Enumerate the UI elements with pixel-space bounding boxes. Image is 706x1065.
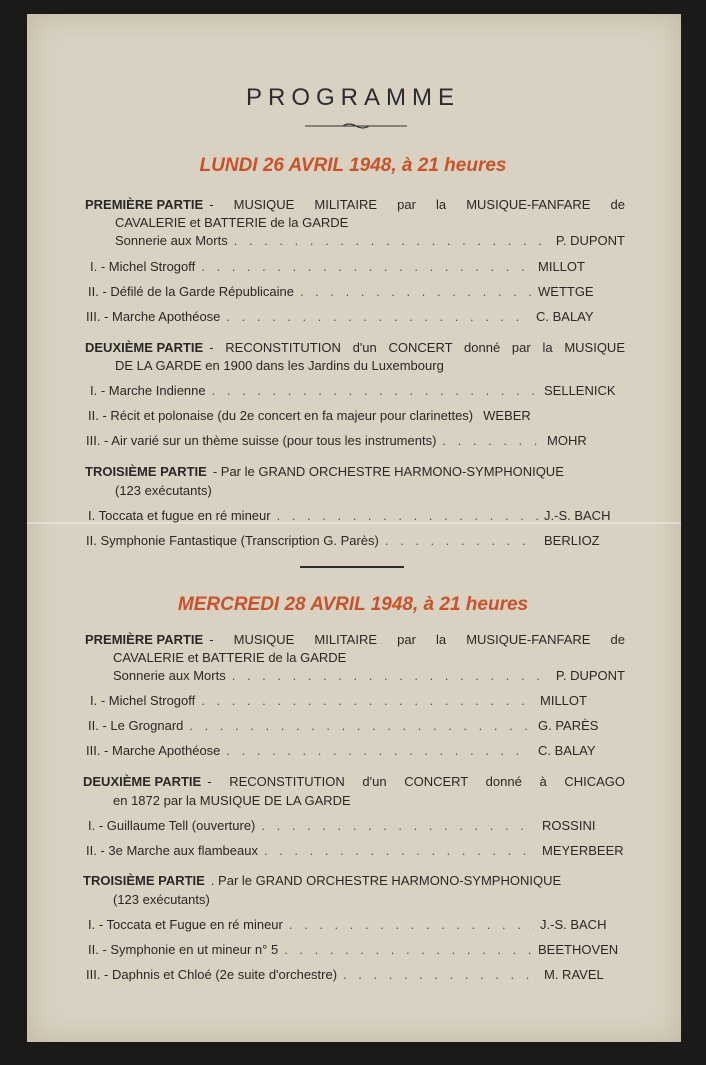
composer: WETTGE [538,284,594,299]
part-description: - Par le GRAND ORCHESTRE HARMONO-SYMPHONIQUE [212,464,564,479]
programme-item [115,233,625,249]
work-title: III. - Daphnis et Chloé (2e suite d'orchestre) [86,967,338,982]
work-title: II. - 3e Marche aux flambeaux [86,843,258,858]
programme-item [90,259,600,275]
part-description-cont: en 1872 par la MUSIQUE DE LA GARDE [113,793,351,808]
part-description-cont: (123 exécutants) [115,483,212,498]
work-title: II. - Récit et polonaise (du 2e concert en fa majeur pour clarinettes) [88,408,474,423]
programme-item [88,917,624,933]
part-description: - RECONSTITUTION d'un CONCERT donné par la MUSIQUE [209,340,625,355]
page-title: PROGRAMME [245,84,460,111]
part-description-cont: (123 exécutants) [113,892,210,907]
part-description: - RECONSTITUTION d'un CONCERT donné à CHICAGO [207,774,625,789]
part-label: PREMIÈRE PARTIE [85,632,204,647]
composer: C. BALAY [538,743,596,758]
leader-dots [226,743,532,759]
leader-dots [212,383,538,399]
work-title: II. Symphonie Fantastique (Transcription G. Parès) [86,533,379,548]
composer: MEYERBEER [542,843,624,858]
leader-dots [264,843,536,859]
leader-dots [343,967,538,983]
work-title: III. - Marche Apothéose [86,743,221,758]
composer: J.-S. BACH [544,508,611,523]
programme-item [86,533,620,549]
work-title: I. Toccata et fugue en ré mineur [88,508,271,523]
composer: WEBER [483,408,531,423]
leader-dots [289,917,534,933]
work-title: I. - Guillaume Tell (ouverture) [88,818,256,833]
work-title: I. - Michel Strogoff [90,259,196,274]
leader-dots [261,818,536,834]
leader-dots [300,284,532,300]
part-description-cont: DE LA GARDE en 1900 dans les Jardins du Luxembourg [115,358,444,373]
part-label: TROISIÈME PARTIE [85,464,207,479]
composer: MILLOT [538,259,585,274]
part-description-cont: CAVALERIE et BATTERIE de la GARDE [115,215,349,230]
programme-item [90,383,620,399]
part-description: . Par le GRAND ORCHESTRE HARMONO-SYMPHONIQUE [210,873,562,888]
composer: BEETHOVEN [538,942,619,957]
section-divider [300,566,404,568]
concert-1-part-2-heading [85,340,625,356]
work-title: II. - Symphonie en ut mineur n° 5 [88,942,279,957]
part-description: - MUSIQUE MILITAIRE par la MUSIQUE-FANFARE de [209,197,625,212]
concert-1-part-3-heading [85,464,625,480]
leader-dots [234,233,550,249]
work-title: I. - Marche Indienne [90,383,206,398]
leader-dots [226,309,530,325]
work-title: Sonnerie aux Morts [113,668,226,683]
part-label: DEUXIÈME PARTIE [83,774,202,789]
concert-1-date: LUNDI 26 AVRIL 1948, à 21 heures [199,155,507,176]
concert-1-part-1-heading [85,197,625,213]
programme-item [88,408,618,424]
concert-2-part-3-heading [83,873,625,889]
programme-item [86,967,612,983]
programme-item [88,718,612,734]
part-description-cont: CAVALERIE et BATTERIE de la GARDE [113,650,347,665]
work-title: III. - Marche Apothéose [86,309,221,324]
composer: BERLIOZ [544,533,600,548]
leader-dots [201,259,532,275]
work-title: II. - Défilé de la Garde Républicaine [88,284,294,299]
programme-item [86,433,592,449]
leader-dots [277,508,538,524]
composer: ROSSINI [542,818,596,833]
concert-2-part-2-heading [83,774,625,790]
programme-item [88,818,608,834]
composer: P. DUPONT [555,233,625,248]
composer: MOHR [547,433,587,448]
programme-item [86,743,612,759]
part-label: PREMIÈRE PARTIE [85,197,204,212]
programme-item [86,309,612,325]
programme-item [88,942,624,958]
composer: M. RAVEL [544,967,604,982]
part-description: - MUSIQUE MILITAIRE par la MUSIQUE-FANFARE de [209,632,625,647]
leader-dots [284,942,532,958]
composer: MILLOT [540,693,587,708]
programme-item [113,668,625,684]
part-label: DEUXIÈME PARTIE [85,340,204,355]
composer: P. DUPONT [555,668,625,683]
leader-dots [385,533,538,549]
work-title: I. - Michel Strogoff [90,693,196,708]
composer: G. PARÈS [538,718,599,733]
work-title: III. - Air varié sur un thème suisse (pour tous les instruments) [86,433,437,448]
ornament-divider [305,122,407,130]
composer: SELLENICK [544,383,616,398]
programme-item [90,693,600,709]
composer: C. BALAY [536,309,594,324]
part-label: TROISIÈME PARTIE [83,873,205,888]
leader-dots [189,718,532,734]
leader-dots [232,668,550,684]
concert-2-date: MERCREDI 28 AVRIL 1948, à 21 heures [177,594,529,615]
programme-item [86,843,626,859]
work-title: II. - Le Grognard [88,718,184,733]
concert-2-part-1-heading [85,632,625,648]
work-title: Sonnerie aux Morts [115,233,228,248]
composer: J.-S. BACH [540,917,607,932]
work-title: I. - Toccata et Fugue en ré mineur [88,917,283,932]
leader-dots [201,693,534,709]
leader-dots [442,433,541,449]
programme-item [88,508,624,524]
programme-item [88,284,600,300]
